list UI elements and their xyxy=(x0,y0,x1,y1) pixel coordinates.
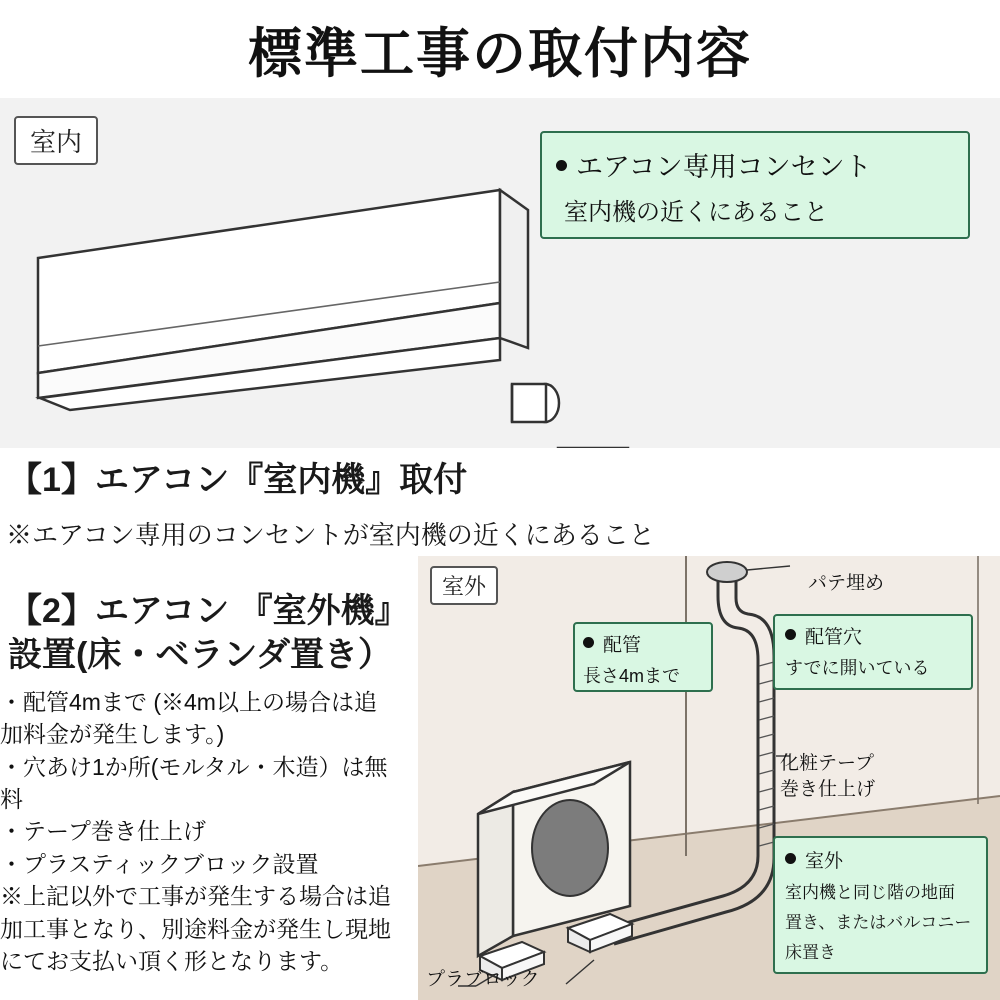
step1-note: ※エアコン専用のコンセントが室内機の近くにあること xyxy=(6,520,655,550)
list-item: 料 xyxy=(0,786,23,813)
hole-note-line1: 配管穴 xyxy=(785,622,963,649)
bullet-dot-icon xyxy=(583,637,594,648)
step1-heading: 【1】エアコン『室内機』取付 xyxy=(8,461,468,499)
list-item: 加料金が発生します。) xyxy=(0,721,225,748)
step2-heading-line2: 設置(床・ベランダ置き） xyxy=(8,635,392,674)
page-title: 標準工事の取付内容 xyxy=(248,23,752,84)
list-item: ・プラスティックブロック設置 xyxy=(0,850,319,877)
tape-finish-label xyxy=(780,751,875,802)
indoor-illustration-panel xyxy=(0,98,1000,448)
outlet-note-line2: 室内機の近くにあること xyxy=(564,199,828,226)
outdoor-illustration-panel xyxy=(418,556,1000,1000)
hole-note-line2: すでに開いている xyxy=(785,658,930,678)
pipe-note-line1: 配管 xyxy=(583,630,703,657)
putty-label: パテ埋め xyxy=(808,573,885,594)
outdoor-note-line1: 室外 xyxy=(785,846,978,873)
outdoor-note-line4: 床置き xyxy=(785,943,836,962)
step1-block xyxy=(0,452,1000,552)
tape-label-line1: 化粧テープ xyxy=(780,753,875,774)
list-item: にてお支払い頂く形となります。 xyxy=(0,947,344,974)
outdoor-note-callout xyxy=(773,836,988,974)
page-title-bar xyxy=(0,0,1000,98)
step2-heading xyxy=(8,590,418,677)
outlet-note-line1: エアコン専用コンセント xyxy=(556,145,954,184)
outdoor-note-line3: 置き、またはバルコニー xyxy=(785,913,972,932)
pipe-note-line2: 長さ4mまで xyxy=(583,666,681,686)
list-item: ・穴あけ1か所(モルタル・木造）は無 xyxy=(0,753,388,780)
bullet-dot-icon xyxy=(785,853,796,864)
step2-bullet-list xyxy=(0,687,418,976)
step2-block xyxy=(0,590,418,978)
bullet-dot-icon xyxy=(556,160,567,171)
bullet-dot-icon xyxy=(785,629,796,640)
plastic-block-label: プラブロック xyxy=(426,969,540,990)
list-item: ※上記以外で工事が発生する場合は追 xyxy=(0,883,391,910)
hole-note-callout xyxy=(773,614,973,690)
indoor-badge: 室内 xyxy=(14,116,98,165)
pipe-note-callout xyxy=(573,622,713,692)
outlet-note-callout xyxy=(540,131,970,239)
list-item: 加工事となり、別途料金が発生し現地 xyxy=(0,915,391,942)
list-item: ・テープ巻き仕上げ xyxy=(0,818,206,845)
outdoor-badge: 室外 xyxy=(430,566,498,605)
list-item: ・配管4mまで (※4m以上の場合は追 xyxy=(0,689,377,716)
step2-heading-line1: 【2】エアコン 『室外機』 xyxy=(8,592,409,630)
tape-label-line2: 巻き仕上げ xyxy=(780,778,876,800)
outdoor-note-line2: 室内機と同じ階の地面 xyxy=(785,883,955,902)
